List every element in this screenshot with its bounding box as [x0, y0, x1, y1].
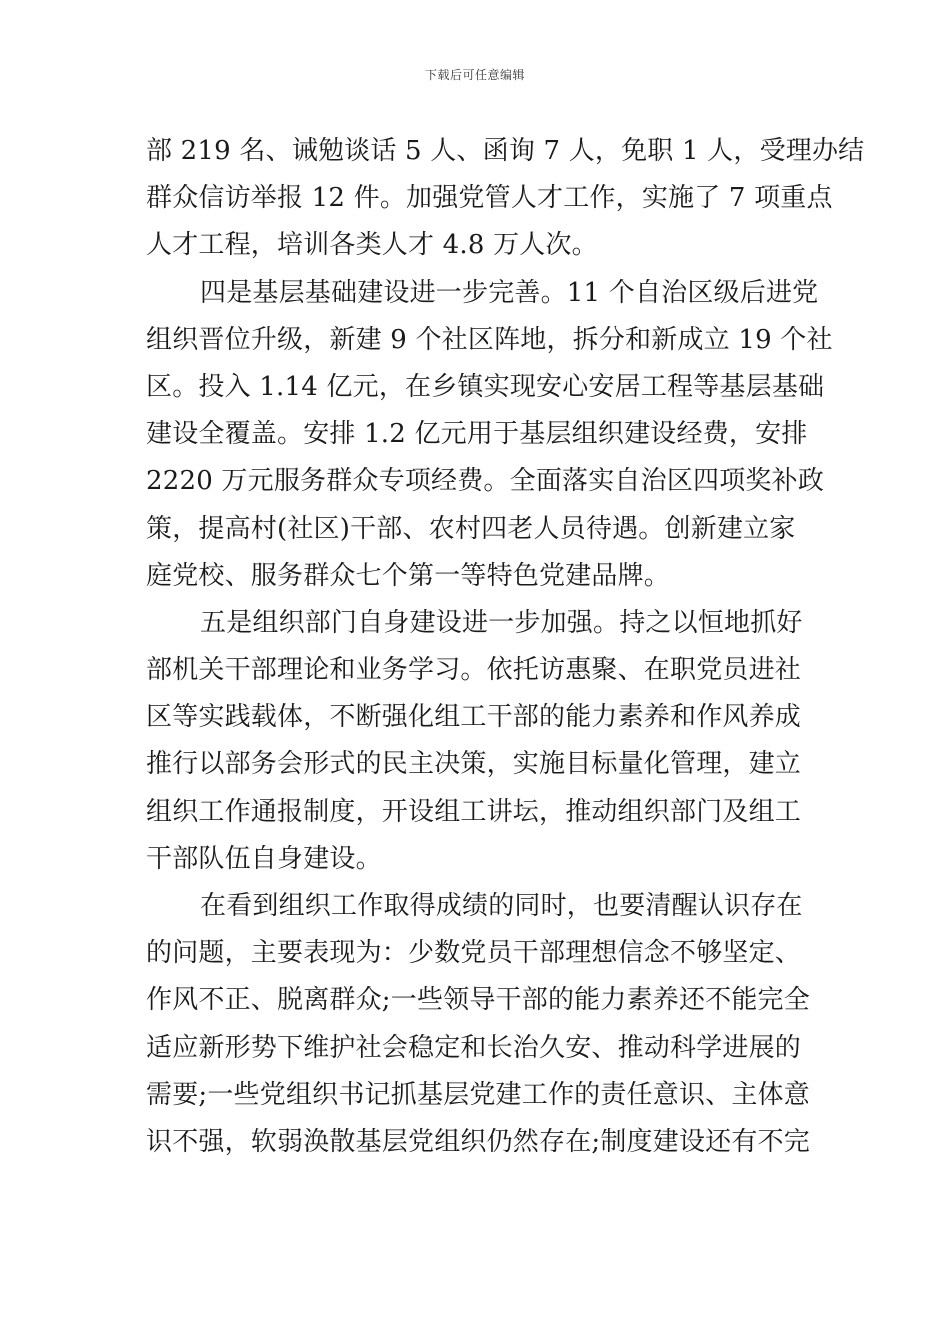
document-body [146, 128, 865, 1166]
text-line: 区等实践载体，不断强化组工干部的能力素养和作风养成 [146, 702, 802, 733]
text-line: 作风不正、脱离群众;一些领导干部的能力素养还不能完全 [146, 985, 810, 1016]
text-line: 部机关干部理论和业务学习。依托访惠聚、在职党员进社 [146, 655, 802, 686]
page-header: 下载后可任意编辑 [424, 68, 525, 82]
text-line: 组织工作通报制度，开设组工讲坛，推动组织部门及组工 [146, 796, 802, 827]
text-line: 区。投入 1.14 亿元，在乡镇实现安心安居工程等基层基础 [146, 371, 825, 402]
text-line: 建设全覆盖。安排 1.2 亿元用于基层组织建设经费，安排 [146, 419, 808, 450]
text-line: 五是组织部门自身建设进一步加强。持之以恒地抓好 [200, 607, 803, 638]
text-line: 推行以部务会形式的民主决策，实施目标量化管理，建立 [146, 749, 802, 780]
text-line: 组织晋位升级，新建 9 个社区阵地，拆分和新成立 19 个社 [146, 324, 833, 355]
text-line: 2220 万元服务群众专项经费。全面落实自治区四项奖补政 [146, 466, 825, 497]
text-line: 在看到组织工作取得成绩的同时，也要清醒认识存在 [200, 891, 803, 921]
text-line: 部 219 名、诫勉谈话 5 人、函询 7 人，免职 1 人，受理办结 [146, 136, 865, 166]
text-line: 需要;一些党组织书记抓基层党建工作的责任意识、主体意 [146, 1079, 810, 1110]
text-line: 人才工程，培训各类人才 4.8 万人次。 [146, 230, 598, 261]
text-line: 识不强，软弱涣散基层党组织仍然存在;制度建设还有不完 [146, 1126, 810, 1157]
text-line: 群众信访举报 12 件。加强党管人才工作，实施了 7 项重点 [146, 183, 833, 214]
text-line: 干部队伍自身建设。 [146, 843, 382, 874]
text-line: 适应新形势下维护社会稳定和长治久安、推动科学进展的 [146, 1032, 802, 1063]
text-line: 四是基层基础建设进一步完善。11 个自治区级后进党 [200, 277, 819, 308]
text-line: 的问题，主要表现为：少数党员干部理想信念不够坚定、 [146, 938, 802, 969]
text-line: 策，提高村(社区)干部、农村四老人员待遇。创新建立家 [146, 513, 796, 544]
text-line: 庭党校、服务群众七个第一等特色党建品牌。 [146, 560, 671, 591]
